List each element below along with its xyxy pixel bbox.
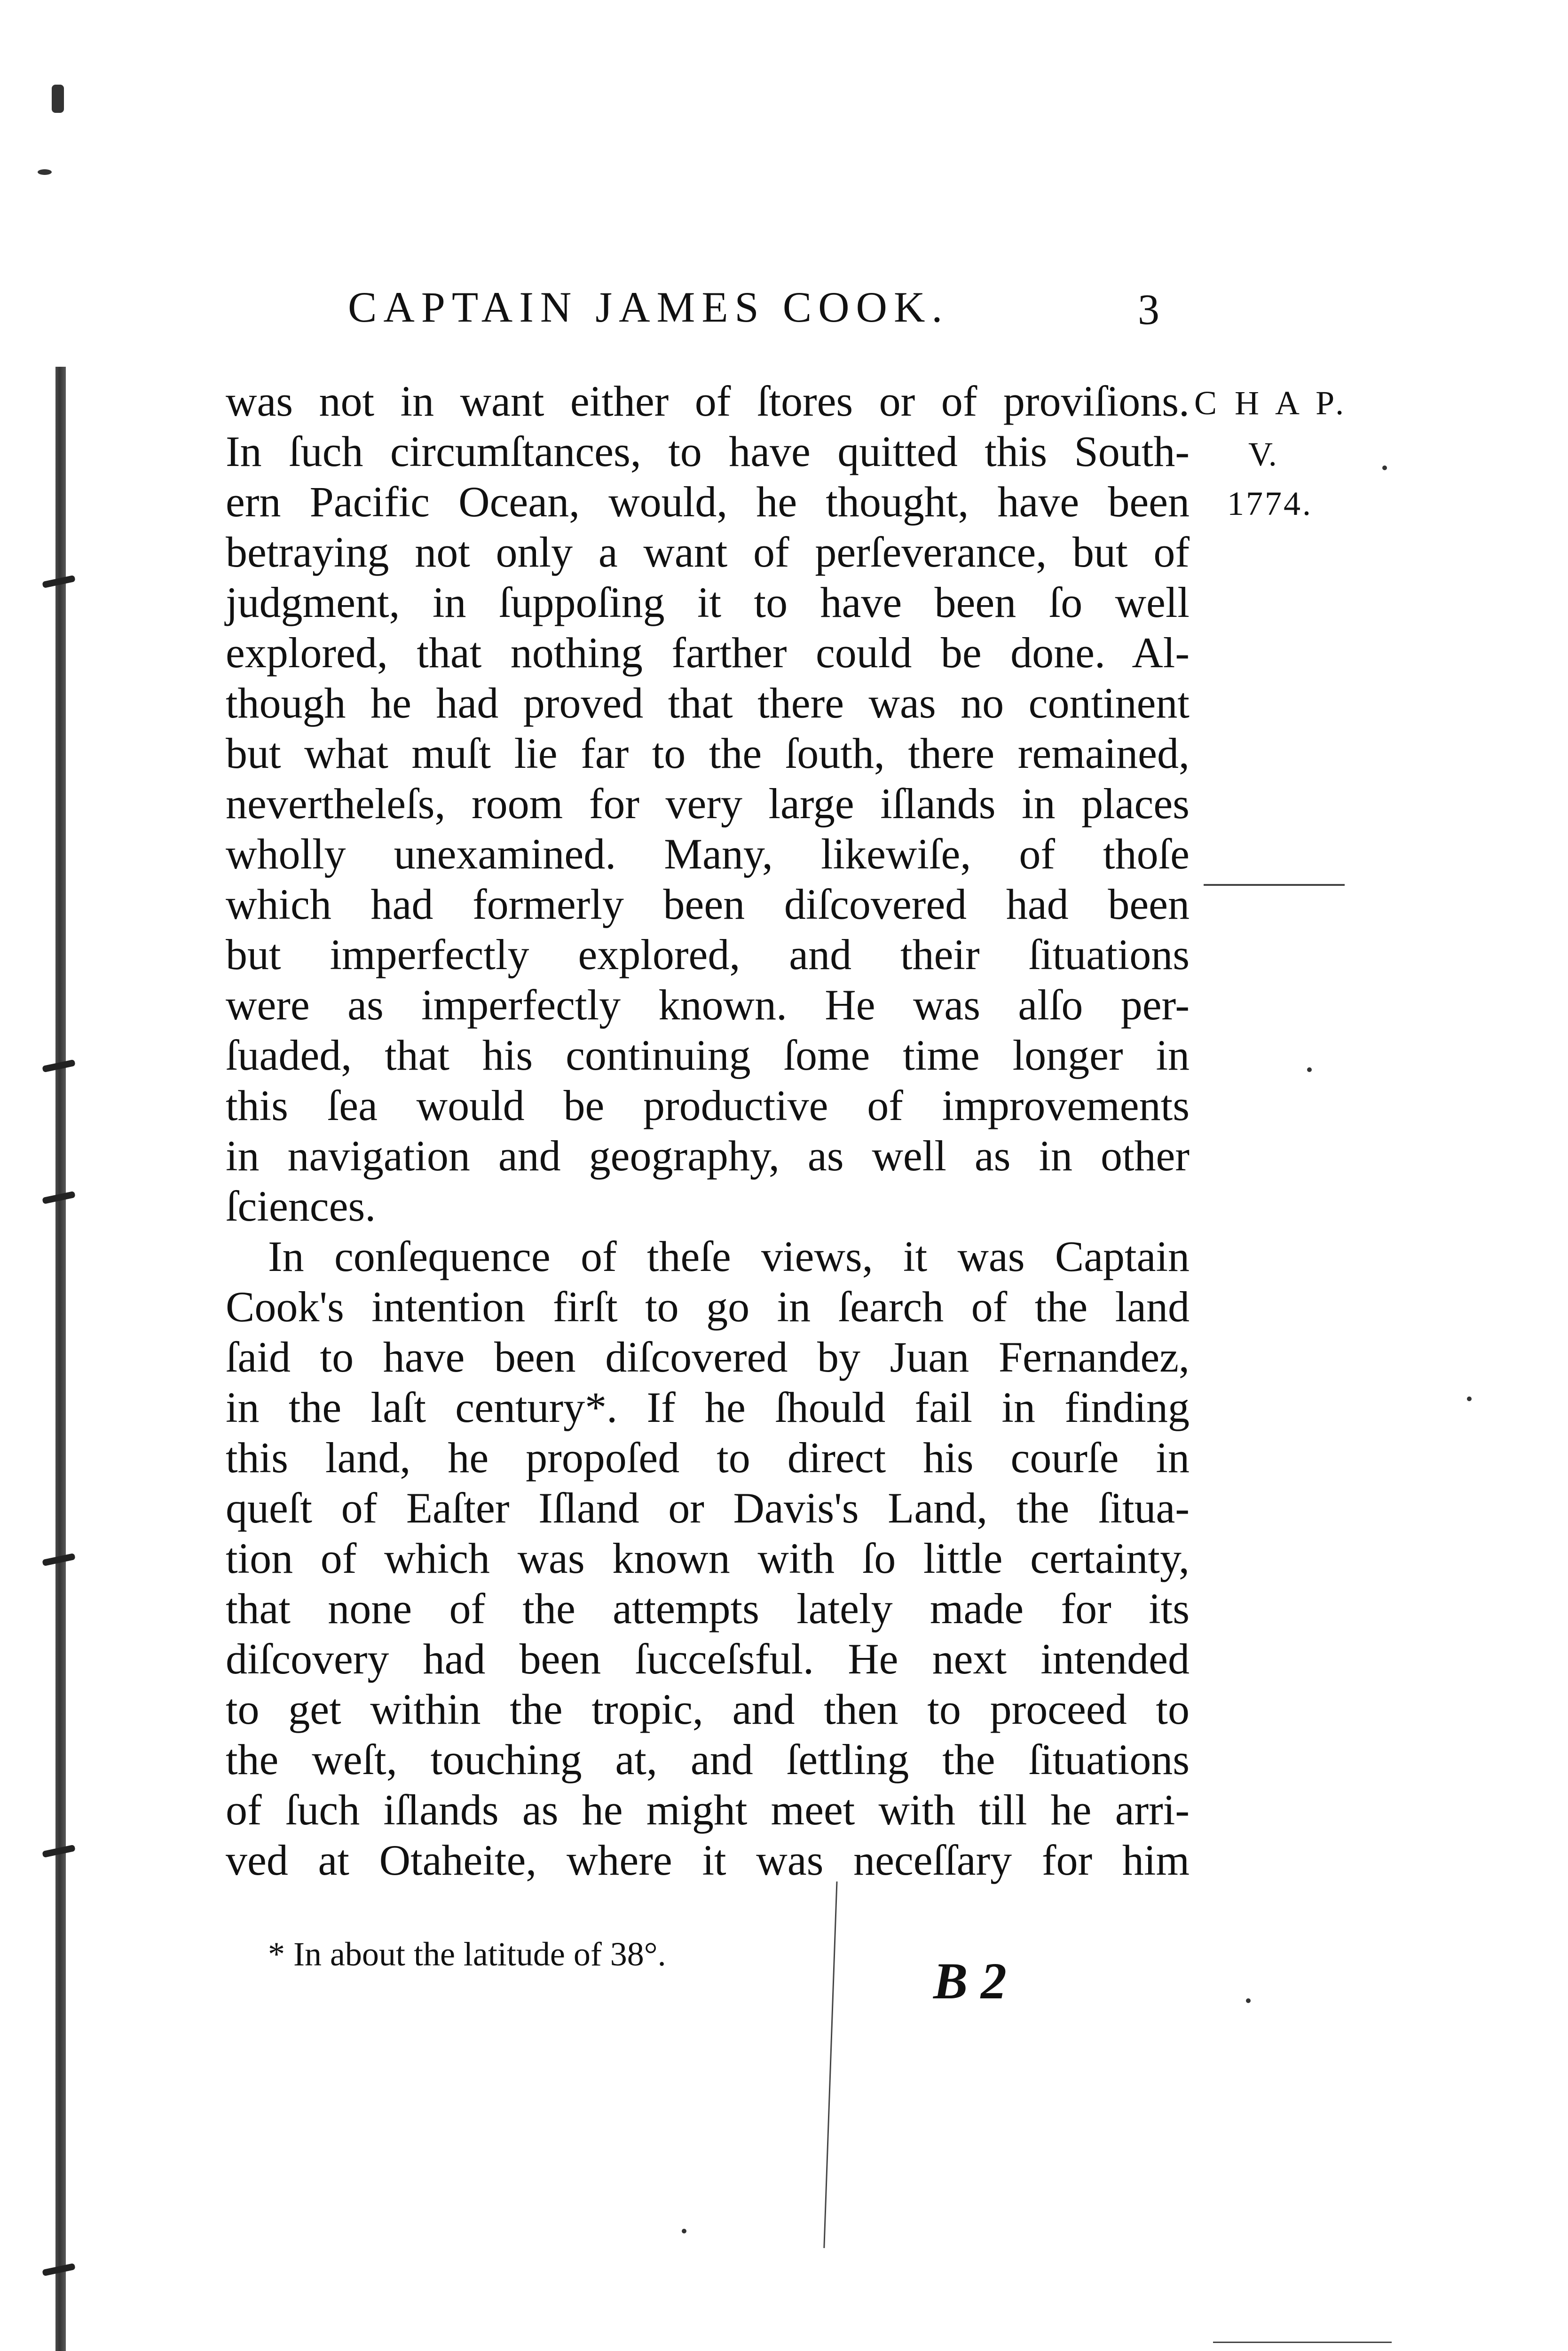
- scan-scratch: [1204, 884, 1345, 886]
- running-head: CAPTAIN JAMES COOK.: [348, 283, 949, 331]
- text-line: this ſea would be productive of improvements: [226, 1081, 1190, 1129]
- text-line: tion of which was known with ſo little certainty,: [226, 1534, 1190, 1582]
- scan-speck: [38, 169, 52, 175]
- text-line: that none of the attempts lately made for its: [226, 1585, 1190, 1633]
- text-line: betraying not only a want of perſeverance, but of: [226, 528, 1190, 576]
- text-line: ſciences.: [226, 1182, 376, 1230]
- scan-speck: [1467, 1396, 1472, 1401]
- text-line: in the laſt century*. If he ſhould fail in finding: [226, 1383, 1190, 1431]
- text-line: were as imperfectly known. He was alſo per-: [226, 981, 1190, 1029]
- text-line: of ſuch iſlands as he might meet with till he arri-: [226, 1786, 1190, 1834]
- text-line: Cook's intention firſt to go in ſearch of the land: [226, 1283, 1190, 1331]
- page-number: 3: [1138, 285, 1159, 333]
- scan-speck: [682, 2229, 686, 2233]
- text-line: this land, he propoſed to direct his courſe in: [226, 1434, 1190, 1482]
- margin-chapter: C H A P.: [1194, 384, 1349, 422]
- scan-speck: [1246, 1998, 1251, 2003]
- text-line: the weſt, touching at, and ſettling the ſituations: [226, 1736, 1190, 1783]
- text-line: which had formerly been diſcovered had been: [226, 880, 1190, 928]
- text-line: ved at Otaheite, where it was neceſſary for him: [226, 1836, 1190, 1884]
- text-line: In ſuch circumſtances, to have quitted this South-: [226, 427, 1190, 475]
- text-line: in navigation and geography, as well as in other: [226, 1132, 1190, 1180]
- text-line: queſt of Eaſter Iſland or Davis's Land, the ſitua-: [226, 1484, 1190, 1532]
- text-line: explored, that nothing farther could be done. Al-: [226, 629, 1190, 677]
- text-line: ern Pacific Ocean, would, he thought, have been: [226, 478, 1190, 526]
- margin-year: 1774.: [1227, 485, 1313, 522]
- text-line: but imperfectly explored, and their ſituations: [226, 931, 1190, 978]
- signature-mark: B 2: [933, 1952, 1007, 2010]
- scan-scratch: [1213, 2342, 1392, 2343]
- text-line: diſcovery had been ſucceſsful. He next intended: [226, 1635, 1190, 1683]
- body-text: [226, 376, 1190, 1886]
- text-line: though he had proved that there was no continent: [226, 679, 1190, 727]
- scan-speck: [1382, 465, 1387, 470]
- text-line: but what muſt lie far to the ſouth, there remained,: [226, 729, 1190, 777]
- binding-edge: [55, 367, 66, 2351]
- text-line: wholly unexamined. Many, likewiſe, of thoſe: [226, 830, 1190, 878]
- footnote: * In about the latitude of 38°.: [268, 1935, 666, 1973]
- text-line: nevertheleſs, room for very large iſlands in places: [226, 780, 1190, 828]
- text-line: to get within the tropic, and then to proceed to: [226, 1685, 1190, 1733]
- scan-speck: [1307, 1067, 1312, 1072]
- text-line: was not in want either of ſtores or of proviſions.: [226, 377, 1190, 425]
- scan-speck: [52, 85, 64, 113]
- text-line: judgment, in ſuppoſing it to have been ſo well: [226, 578, 1190, 626]
- margin-chapter-number: V.: [1248, 435, 1277, 473]
- text-line: In conſequence of theſe views, it was Captain: [268, 1232, 1190, 1280]
- text-line: ſuaded, that his continuing ſome time longer in: [226, 1031, 1190, 1079]
- scan-scratch: [823, 1881, 837, 2248]
- text-line: ſaid to have been diſcovered by Juan Fernandez,: [226, 1333, 1190, 1381]
